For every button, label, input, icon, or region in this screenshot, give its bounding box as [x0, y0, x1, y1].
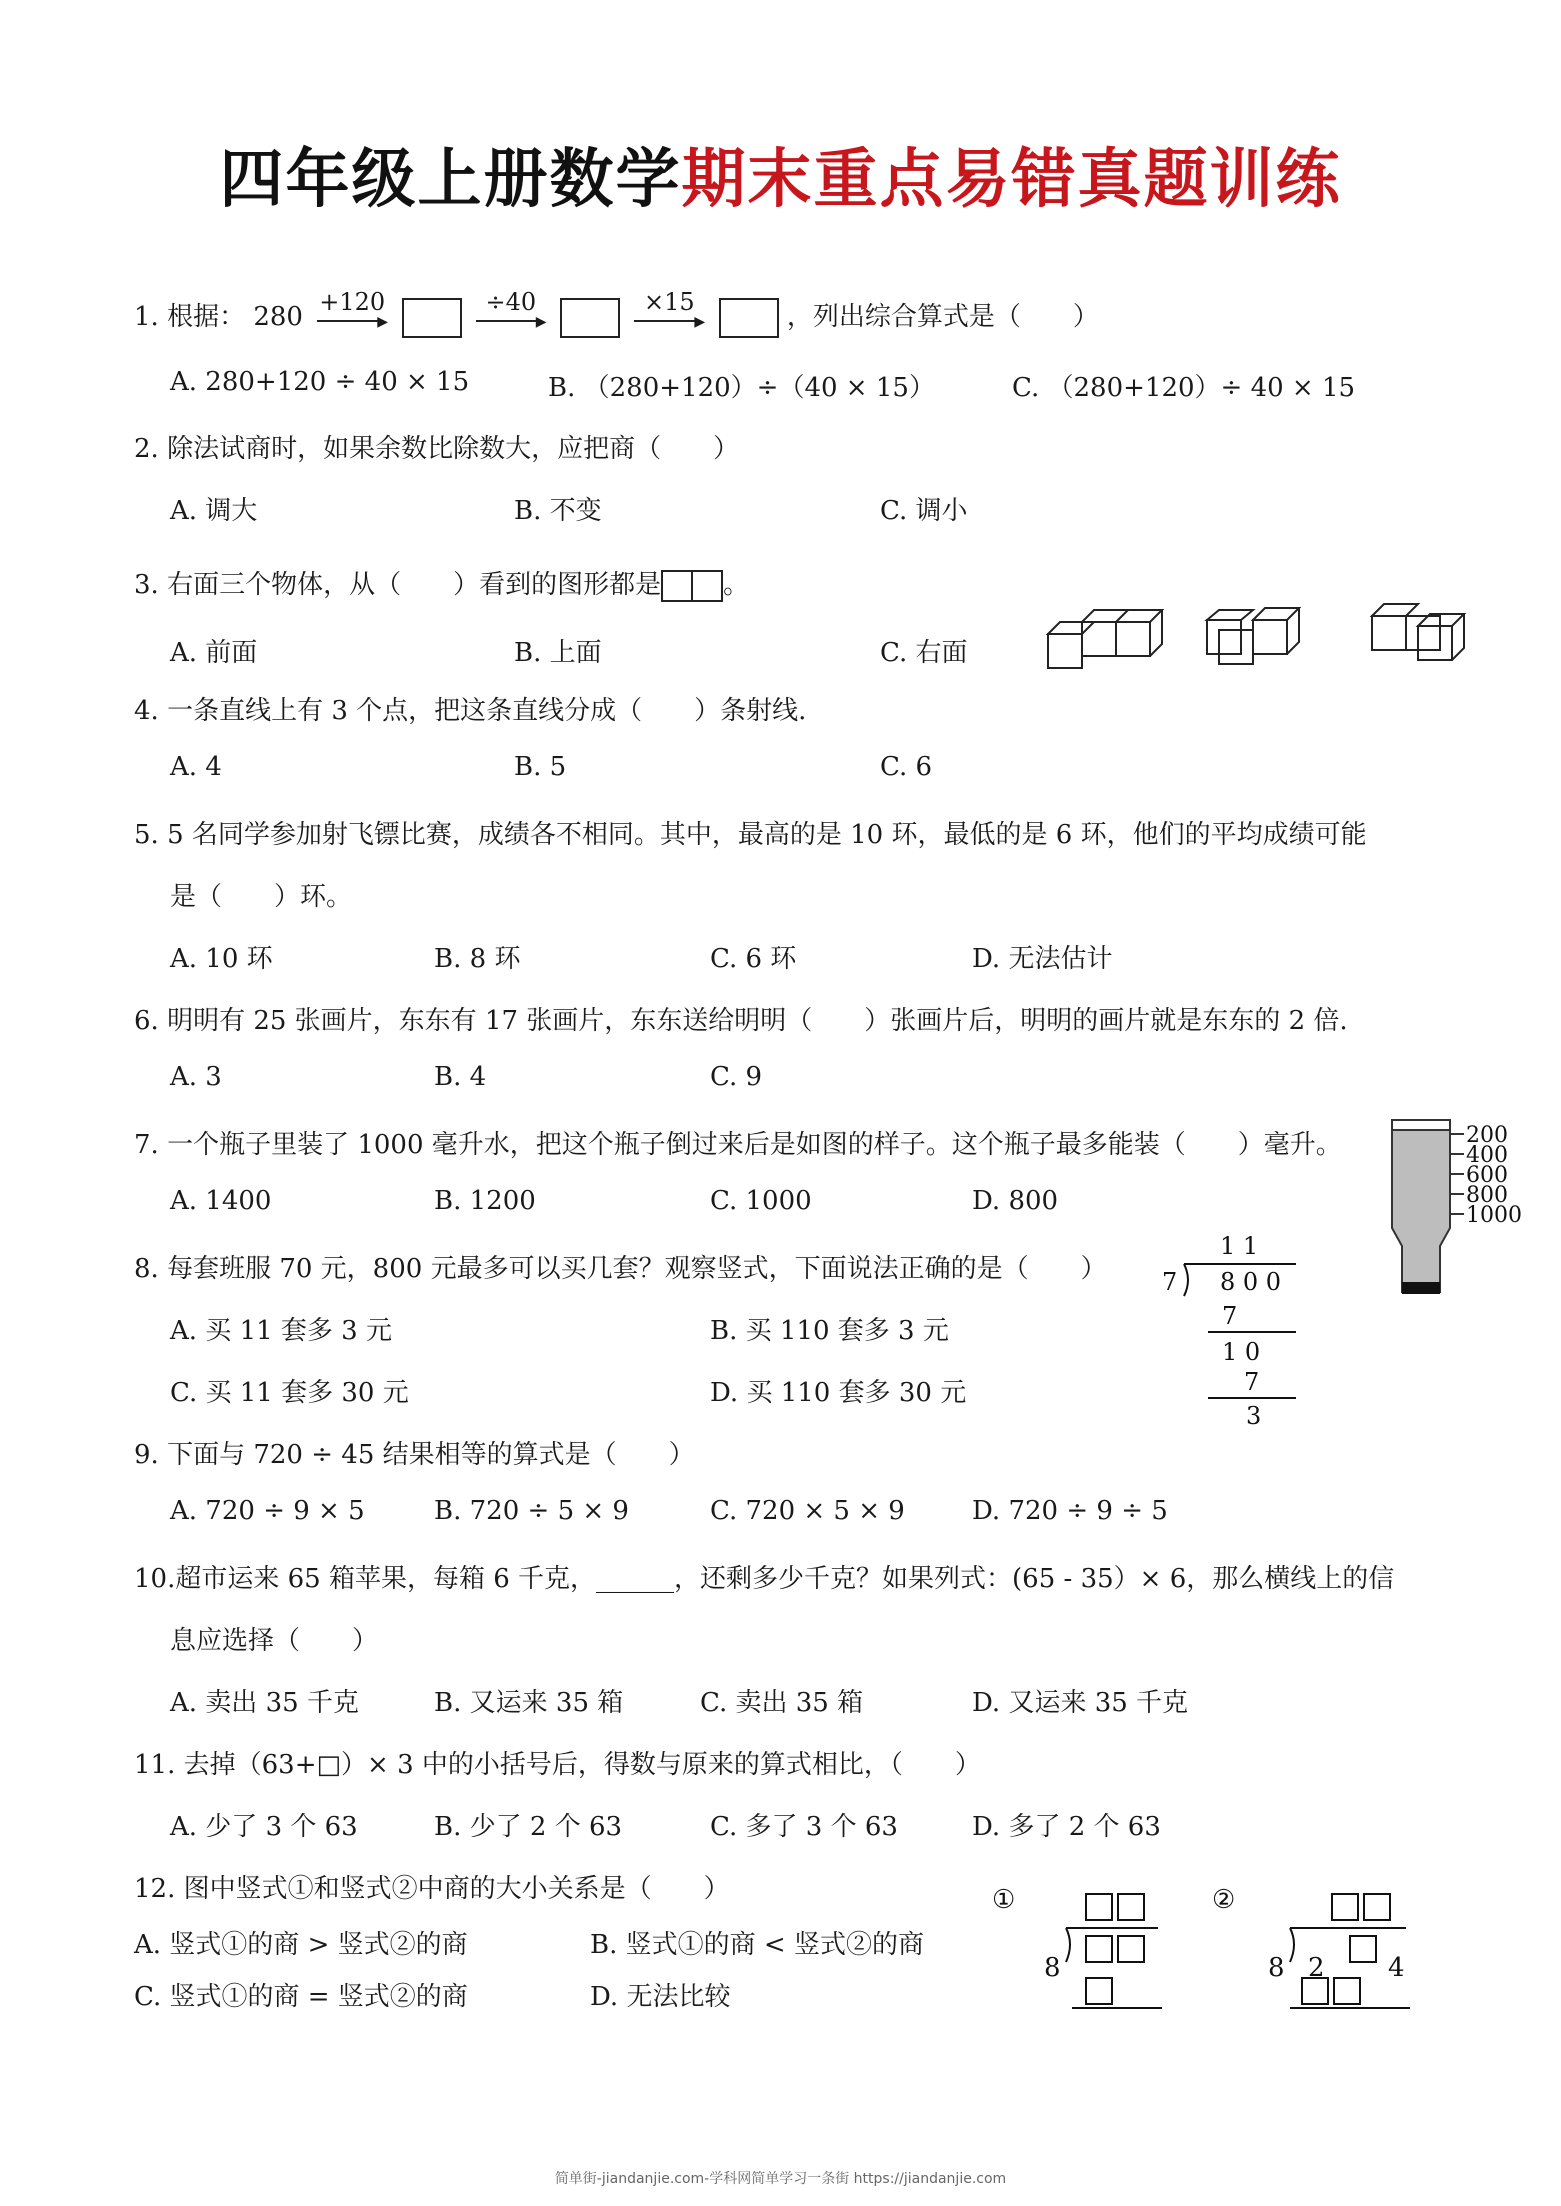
- q11-option-a: A. 少了 3 个 63: [170, 1812, 358, 1842]
- q9-option-a: A. 720 ÷ 9 × 5: [170, 1496, 365, 1526]
- question-7: 7. 一个瓶子里装了 1000 毫升水，把这个瓶子倒过来后是如图的样子。这个瓶子最多能装（ ）毫升。: [134, 1130, 1342, 1160]
- long-division-figure: [1160, 1226, 1310, 1436]
- answer-box: [719, 298, 779, 338]
- q6-option-a: A. 3: [170, 1062, 222, 1092]
- cube-figure-3-icon: [1372, 604, 1464, 660]
- q8-option-b: B. 买 110 套多 3 元: [710, 1316, 949, 1346]
- question-5-line-1: 5. 5 名同学参加射飞镖比赛，成绩各不相同。其中，最高的是 10 环，最低的是 6 环，他们的平均成绩可能: [134, 820, 1367, 850]
- q10-option-b: B. 又运来 35 箱: [434, 1688, 624, 1718]
- q1-option-b: B. （280+120）÷（40 × 15）: [548, 373, 935, 403]
- q4-option-a: A. 4: [170, 752, 222, 782]
- question-5-line-2: 是（ ）环。: [170, 882, 353, 912]
- q1-start: 280: [253, 302, 303, 332]
- scale-label: 600: [1466, 1163, 1508, 1188]
- q6-option-b: B. 4: [434, 1062, 487, 1092]
- answer-box: [402, 298, 462, 338]
- svg-text:4: 4: [1388, 1953, 1405, 1983]
- question-12: 12. 图中竖式①和竖式②中商的大小关系是（ ）: [134, 1874, 730, 1904]
- question-6: 6. 明明有 25 张画片，东东有 17 张画片，东东送给明明（ ）张画片后，明明的画片就是东东的 2 倍.: [134, 1006, 1348, 1036]
- q11-option-b: B. 少了 2 个 63: [434, 1812, 623, 1842]
- q3-option-b: B. 上面: [514, 638, 602, 668]
- question-10-line-1: 10.超市运来 65 箱苹果，每箱 6 千克，______，还剩多少千克？如果列式：(65 - 35）× 6，那么横线上的信: [134, 1564, 1395, 1594]
- arrow-icon: +120 ▶: [317, 298, 387, 338]
- figure-2-label: ②: [1212, 1885, 1236, 1915]
- cube-figures: [1040, 600, 1500, 672]
- svg-text:3: 3: [1246, 1402, 1262, 1430]
- question-4: 4. 一条直线上有 3 个点，把这条直线分成（ ）条射线.: [134, 696, 807, 726]
- q1-option-a: A. 280+120 ÷ 40 × 15: [170, 367, 470, 397]
- scale-label: 800: [1466, 1183, 1508, 1208]
- svg-text:1 0: 1 0: [1222, 1338, 1261, 1366]
- question-10-line-2: 息应选择（ ）: [170, 1626, 379, 1656]
- q10-option-d: D. 又运来 35 千克: [972, 1688, 1189, 1718]
- q8-option-c: C. 买 11 套多 30 元: [170, 1378, 409, 1408]
- q10-option-c: C. 卖出 35 箱: [700, 1688, 864, 1718]
- q5-option-a: A. 10 环: [170, 944, 273, 974]
- q9-option-c: C. 720 × 5 × 9: [710, 1496, 905, 1526]
- q7-option-a: A. 1400: [170, 1186, 272, 1216]
- cube-figure-2-icon: [1207, 608, 1299, 664]
- arrow-icon: ÷40 ▶: [476, 298, 546, 338]
- figure-1-label: ①: [992, 1885, 1016, 1915]
- q7-option-d: D. 800: [972, 1186, 1059, 1216]
- svg-text:1 1: 1 1: [1220, 1232, 1259, 1260]
- q12-option-d: D. 无法比较: [590, 1982, 731, 2012]
- question-11: 11. 去掉（63+□）× 3 中的小括号后，得数与原来的算式相比，（ ）: [134, 1750, 981, 1780]
- q1-option-c: C. （280+120）÷ 40 × 15: [1012, 373, 1356, 403]
- q12-option-a: A. 竖式①的商 > 竖式②的商: [134, 1930, 468, 1960]
- q2-option-c: C. 调小: [880, 496, 968, 526]
- q6-option-c: C. 9: [710, 1062, 763, 1092]
- scale-label: 200: [1466, 1123, 1508, 1148]
- q5-option-c: C. 6 环: [710, 944, 797, 974]
- q7-option-c: C. 1000: [710, 1186, 812, 1216]
- q12-option-b: B. 竖式①的商 < 竖式②的商: [590, 1930, 924, 1960]
- square-icon: [661, 570, 693, 602]
- q2-option-a: A. 调大: [170, 496, 258, 526]
- svg-text:2: 2: [1308, 1953, 1325, 1983]
- svg-text:8: 8: [1044, 1953, 1061, 1983]
- title-red: 期末重点易错真题训练: [681, 143, 1342, 217]
- page-title: [0, 128, 1561, 220]
- q4-option-b: B. 5: [514, 752, 567, 782]
- page-footer: 简单街-jiandanjie.com-学科网简单学习一条街 https://jiandanjie.com: [554, 2171, 1007, 2187]
- bottle-figure: [1384, 1116, 1534, 1298]
- scale-label: 1000: [1466, 1203, 1522, 1228]
- arrow-icon: ×15 ▶: [634, 298, 704, 338]
- square-icon: [693, 570, 723, 602]
- question-8: 8. 每套班服 70 元，800 元最多可以买几套？观察竖式，下面说法正确的是（ ）: [134, 1254, 1107, 1284]
- q2-option-b: B. 不变: [514, 496, 602, 526]
- q9-option-b: B. 720 ÷ 5 × 9: [434, 1496, 629, 1526]
- q11-option-c: C. 多了 3 个 63: [710, 1812, 898, 1842]
- q8-option-a: A. 买 11 套多 3 元: [170, 1316, 392, 1346]
- svg-text:7: 7: [1244, 1368, 1260, 1396]
- answer-box: [560, 298, 620, 338]
- q10-option-a: A. 卖出 35 千克: [170, 1688, 359, 1718]
- svg-text:8 0 0: 8 0 0: [1220, 1268, 1282, 1296]
- q9-option-d: D. 720 ÷ 9 ÷ 5: [972, 1496, 1168, 1526]
- q11-option-d: D. 多了 2 个 63: [972, 1812, 1161, 1842]
- q5-option-b: B. 8 环: [434, 944, 521, 974]
- q4-option-c: C. 6: [880, 752, 933, 782]
- svg-text:7: 7: [1222, 1302, 1238, 1330]
- q3-option-a: A. 前面: [170, 638, 258, 668]
- title-black: 四年级上册数学: [219, 143, 682, 217]
- question-2: 2. 除法试商时，如果余数比除数大，应把商（ ）: [134, 434, 740, 464]
- q8-option-d: D. 买 110 套多 30 元: [710, 1378, 967, 1408]
- q12-option-c: C. 竖式①的商 = 竖式②的商: [134, 1982, 468, 2012]
- cube-figure-1-icon: [1048, 610, 1162, 668]
- q7-option-b: B. 1200: [434, 1186, 536, 1216]
- division-figures: [990, 1880, 1440, 2010]
- svg-text:8: 8: [1268, 1953, 1285, 1983]
- question-1: 1. 根据： 280 +120 ▶ ÷40 ▶ ×15 ▶ ，列出综合算式是（ ）: [134, 296, 1099, 338]
- q5-option-d: D. 无法估计: [972, 944, 1113, 974]
- question-9: 9. 下面与 720 ÷ 45 结果相等的算式是（ ）: [134, 1440, 695, 1470]
- svg-text:7: 7: [1162, 1268, 1178, 1296]
- question-3: 3. 右面三个物体，从（ ）看到的图形都是 。: [134, 570, 750, 600]
- scale-label: 400: [1466, 1143, 1508, 1168]
- q3-option-c: C. 右面: [880, 638, 968, 668]
